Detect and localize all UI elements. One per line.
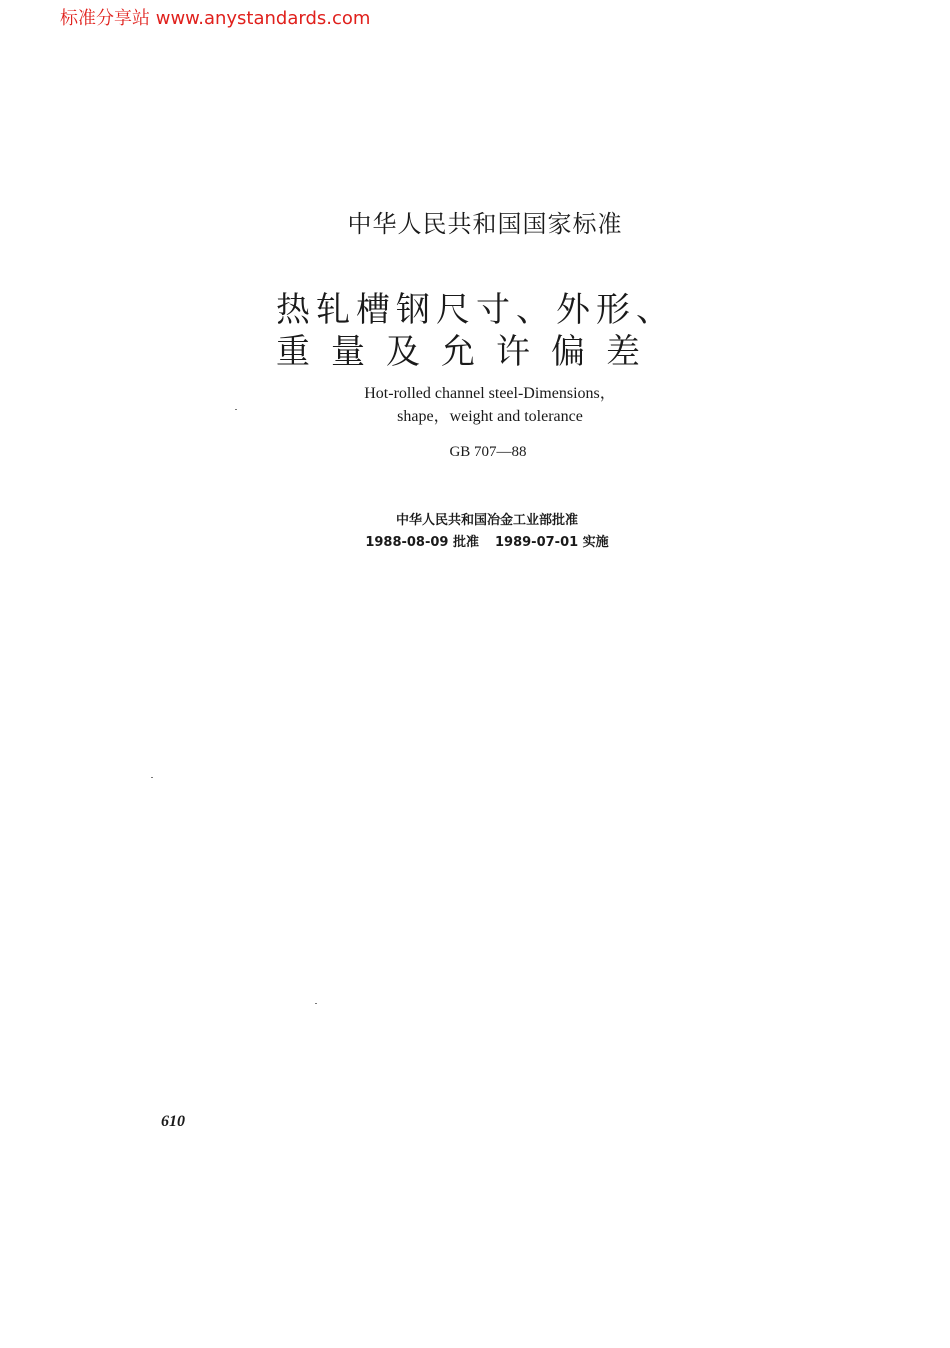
implementation-date: 1989-07-01 实施: [495, 535, 609, 550]
title-english-line2: shape，weight and tolerance: [397, 408, 583, 425]
scan-speck: [151, 777, 153, 778]
page-number: 610: [161, 1113, 185, 1130]
approval-authority: 中华人民共和国冶金工业部批准: [395, 513, 578, 528]
scan-speck: [235, 409, 237, 410]
title-chinese-line1: 热轧槽钢尺寸、外形、: [276, 290, 676, 330]
scan-speck: [315, 1003, 317, 1004]
title-chinese-line2: 重量及允许偏差: [276, 332, 661, 372]
approval-date: 1988-08-09 批准: [365, 535, 479, 550]
title-english-line1: Hot-rolled channel steel-Dimensions，: [364, 385, 616, 402]
standard-category-header: 中华人民共和国国家标准: [347, 210, 623, 238]
watermark-text: 标准分享站 www.anystandards.com: [60, 8, 371, 29]
dates-line: [0, 531, 950, 550]
standard-code: GB 707—88: [449, 444, 527, 460]
